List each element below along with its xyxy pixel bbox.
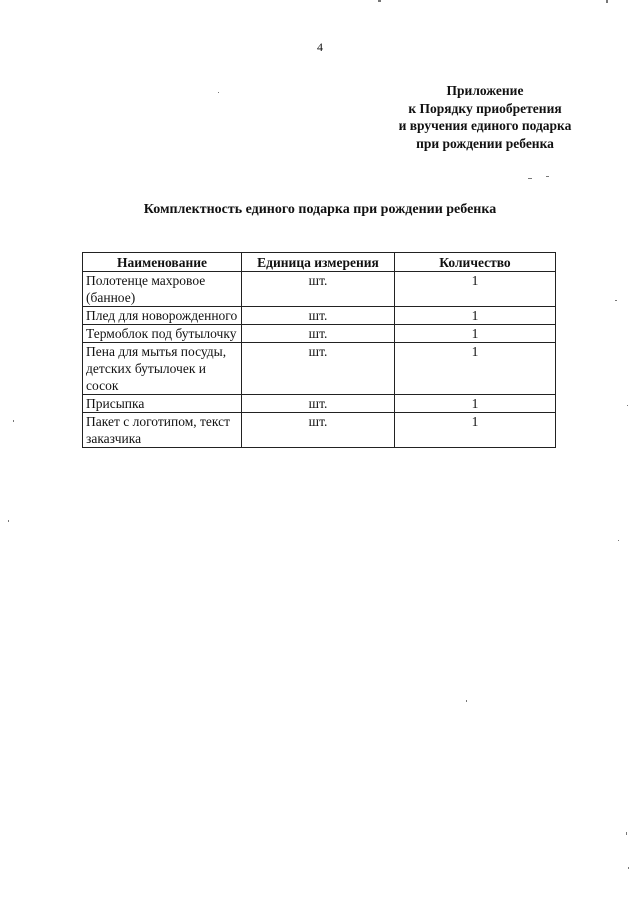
item-unit: шт. [242,272,395,307]
scan-speck [628,867,629,869]
table-row [83,343,556,395]
item-unit: шт. [242,343,395,395]
table-row [83,272,556,307]
item-quantity: 1 [395,413,556,448]
appendix-line: при рождении ребенка [416,135,554,151]
appendix-line: Приложение [446,83,524,98]
item-quantity: 1 [395,395,556,413]
item-quantity: 1 [395,307,556,325]
table-header-row [83,253,556,272]
item-unit: шт. [242,325,395,343]
item-quantity: 1 [395,272,556,307]
column-header-name: Наименование [83,253,242,272]
appendix-block [380,82,590,152]
gift-contents-table [82,252,556,448]
item-name: Полотенце махровое (банное) [83,272,242,307]
scan-speck [8,520,9,522]
table-row [83,307,556,325]
table-row [83,395,556,413]
scan-speck [218,92,219,93]
item-unit: шт. [242,307,395,325]
item-name: Пена для мытья посуды, детских бутылочек и сосок [83,343,242,395]
table-row [83,325,556,343]
scan-speck [466,700,467,702]
column-header-quantity: Количество [395,253,556,272]
item-name: Плед для новорожденного [83,307,242,325]
page-number: 4 [317,40,323,54]
item-unit: шт. [242,413,395,448]
scan-speck [378,0,381,2]
item-name: Пакет с логотипом, текст заказчика [83,413,242,448]
table-row [83,413,556,448]
item-quantity: 1 [395,325,556,343]
appendix-line: к Порядку приобретения [408,100,562,116]
scan-speck [627,405,628,406]
document-title: Комплектность единого подарка при рождении ребенка [143,202,497,217]
item-quantity: 1 [395,343,556,395]
scan-speck [528,178,532,179]
scan-speck [546,176,549,177]
scan-speck [626,832,627,835]
column-header-unit: Единица измерения [242,253,395,272]
scan-speck [606,0,608,3]
scan-speck [615,300,617,301]
appendix-line: и вручения единого подарка [398,118,572,133]
scan-speck [618,540,619,541]
scan-speck [13,420,14,422]
item-name: Термоблок под бутылочку [83,325,242,343]
item-unit: шт. [242,395,395,413]
item-name: Присыпка [83,395,242,413]
